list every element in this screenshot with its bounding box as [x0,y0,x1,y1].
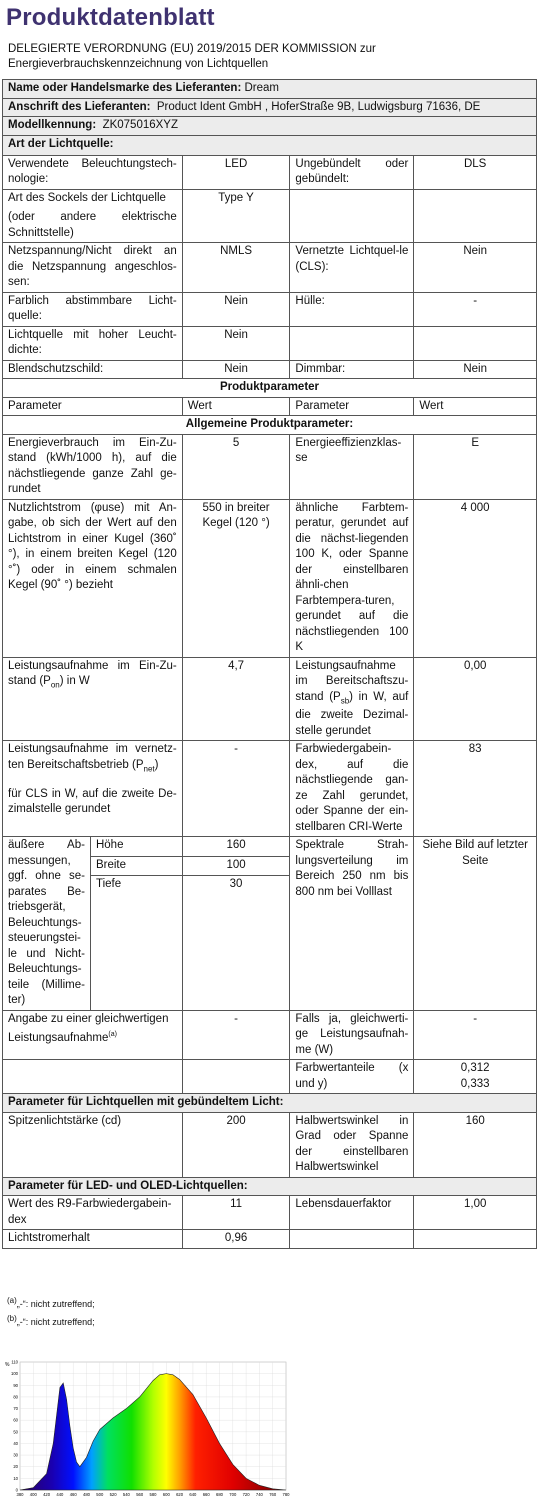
x-tick-label: 440 [56,1492,64,1497]
x-tick-label: 540 [122,1492,130,1497]
value-depth: 30 [182,876,290,895]
value-equivalent-power: - [414,1010,537,1060]
art-row-luminance [3,326,537,360]
row-networked-standby [3,741,537,837]
art-row-tunable [3,292,537,326]
y-tick-label: 70 [13,1406,18,1412]
lm-empty-1 [290,1230,414,1249]
led-heading: Parameter für LED- und OLED-Lichtquellen: [3,1177,537,1196]
label-net-a: Leistungsaufnahme im vernetz-ten Bereitschaftsbetrieb (P [8,743,177,771]
footnote-a-mark: (a) [7,1296,17,1305]
model-value: ZK075016XYZ [102,119,178,131]
spectral-distribution-chart [2,1356,290,1500]
chroma-empty-1 [3,1060,183,1094]
chroma-empty-2 [182,1060,290,1094]
x-tick-label: 580 [149,1492,157,1497]
col-wert-2: Wert [414,397,537,416]
value-envelope: - [414,292,537,326]
value-equivalent: - [182,1010,290,1060]
x-tick-label: 560 [136,1492,144,1497]
x-tick-label: 520 [109,1492,117,1497]
model-label: Modellkennung: [8,119,97,131]
footnote-b [7,1314,95,1327]
row-energy [3,434,537,499]
label-peak-intensity: Spitzenlichtstärke (cd) [3,1112,183,1177]
x-tick-label: 780 [282,1492,290,1497]
label-spectral: Spektrale Strah-lungsverteilung im Bereich 250 nm bis 800 nm bei Volllast [290,837,414,1011]
regulation-intro: DELEGIERTE VERORDNUNG (EU) 2019/2015 DER KOMMISSION zur Energieverbrauchskennzeichnung von Lichtquellen [8,43,376,70]
value-tunable: Nein [182,292,290,326]
x-tick-label: 640 [189,1492,197,1497]
art-heading: Art der Lichtquelle: [3,135,537,155]
art-row-mains [3,243,537,293]
label-power-on-b: ) in W [59,675,90,687]
art-row-technology [3,155,537,189]
y-tick-label: 50 [13,1429,18,1435]
label-power-on-sub: on [50,680,60,690]
label-socket-b: (oder andere elektrische Schnittstelle) [8,211,177,239]
label-net-c: für CLS in W, auf die zweite De-zimalstelle gerundet [8,787,177,816]
label-technology: Verwendete Beleuchtungstech-nologie: [3,155,183,189]
general-heading-row [3,416,537,435]
value-luminance: Nein [182,326,290,360]
col-param-1: Parameter [3,397,183,416]
row-lumen-maintenance [3,1230,537,1249]
label-lumen-maintenance: Lichtstromerhalt [3,1230,183,1249]
value-technology: LED [182,155,290,189]
value-glare: Nein [182,360,290,379]
x-tick-label: 460 [69,1492,77,1497]
value-chroma-y: 0,333 [460,1077,490,1090]
y-tick-label: 60 [13,1417,18,1423]
led-heading-row [3,1177,537,1196]
label-height: Höhe [90,837,182,856]
x-tick-label: 720 [242,1492,250,1497]
footnote-b-text: „-“: nicht zutreffend; [16,1317,95,1327]
x-tick-label: 480 [83,1492,90,1497]
x-tick-label: 760 [269,1492,277,1497]
label-power-on-a: Leistungsaufnahme im Ein-Zu-stand (P [8,659,177,687]
label-chromaticity: Farbwertanteile (x und y) [290,1060,414,1094]
label-standby [290,657,414,741]
x-tick-label: 400 [29,1492,37,1497]
row-power-on [3,657,537,741]
col-param-2: Parameter [290,397,414,416]
row-flux [3,499,537,657]
y-tick-label: 20 [13,1464,18,1470]
label-envelope: Hülle: [290,292,414,326]
label-r9: Wert des R9-Farbwiedergabein-dex [3,1196,183,1230]
label-net-sub: net [143,764,155,774]
row-chromaticity [3,1060,537,1094]
label-directional: Ungebündelt oder gebündelt: [290,155,414,189]
dim-filler-2 [182,894,290,1010]
value-efficiency-class: E [414,434,537,499]
x-tick-label: 380 [16,1492,24,1497]
label-depth: Tiefe [90,876,182,895]
value-dimmable: Nein [414,360,537,379]
value-spectral: Siehe Bild auf letzter Seite [414,837,537,1011]
value-lumen-maintenance: 0,96 [182,1230,290,1249]
directional-heading-row [3,1094,537,1113]
label-equivalent-text: Angabe zu einer gleichwertigen Leistungsaufnahme [8,1012,169,1045]
x-tick-label: 600 [162,1492,170,1497]
label-glare: Blendschutzschild: [3,360,183,379]
x-tick-label: 660 [202,1492,210,1497]
value-chroma-x: 0,312 [460,1062,490,1075]
label-dimensions: äußere Ab-messungen, ggf. ohne se-parates Be-triebsgerät, Beleuchtungs-steuerungstei-le und Nicht-Beleuchtungs-teile (Millime-ter) [3,837,91,1011]
footnote-a-text: „-“: nicht zutreffend; [16,1299,95,1309]
label-empty-2 [290,326,414,360]
dim-filler-1 [90,894,182,1010]
brand-value: Dream [244,82,279,94]
page-title: Produktdatenblatt [6,4,215,31]
value-survival-factor: 1,00 [414,1196,537,1230]
params-heading-row [3,379,537,398]
supplier-brand-row [3,80,537,99]
value-empty-1 [414,189,537,243]
label-equivalent [3,1010,183,1060]
x-tick-label: 740 [255,1492,263,1497]
footnote-b-mark: (b) [7,1314,17,1323]
general-heading: Allgemeine Produktparameter: [3,416,537,435]
y-tick-label: 100 [11,1371,18,1377]
value-cri: 83 [414,741,537,837]
value-energy: 5 [182,434,290,499]
value-width: 100 [182,856,290,875]
params-heading: Produktparameter [3,379,537,398]
value-cls: Nein [414,243,537,293]
address-label: Anschrift des Lieferanten: [8,100,151,113]
label-empty-1 [290,189,414,243]
address-value: Product Ident GmbH , HoferStraße 9B, Ludwigsburg 71636, DE [156,100,481,113]
row-peak-intensity [3,1112,537,1177]
footnote-a [7,1296,95,1309]
label-flux: Nutzlichtstrom (φuse) mit An-gabe, ob sich der Wert auf den Lichtstrom in einer Kugel (360˚ °), in einem breiten Kegel (120 °˚) oder in einem schmalen Kegel (90˚ °) bezieht [3,499,183,657]
art-row-glare [3,360,537,379]
y-axis-label: % [5,1362,10,1368]
value-power-on: 4,7 [182,657,290,741]
y-tick-label: 30 [13,1452,18,1458]
row-dimensions [3,837,537,856]
supplier-address-row [3,98,537,117]
label-networked-standby [3,741,183,837]
y-tick-label: 90 [13,1382,18,1388]
col-wert-1: Wert [182,397,290,416]
product-data-table [2,79,537,1249]
footnote-a-ref: (a) [108,1031,117,1039]
label-cri: Farbwiedergabein-dex, auf die nächstliegende gan-ze Zahl gerundet, oder Spanne der ein-stellbaren CRI-Werte [290,741,414,837]
directional-heading: Parameter für Lichtquellen mit gebündeltem Licht: [3,1094,537,1113]
label-beam-angle: Halbwertswinkel in Grad oder Spanne der einstellbaren Halbwertswinkel [290,1112,414,1177]
label-energy: Energieverbrauch im Ein-Zu-stand (kWh/1000 h), auf die nächstliegende ganze Zahl ge-rundet [3,434,183,499]
row-equivalent-power [3,1010,537,1060]
label-standby-a: Leistungsaufnahme im Bereitschaftszu-stand (P [295,659,409,703]
y-tick-label: 0 [15,1487,18,1493]
label-luminance: Lichtquelle mit hoher Leucht-dichte: [3,326,183,360]
model-row [3,117,537,136]
x-tick-label: 700 [229,1492,237,1497]
label-cct: ähnliche Farbtem-peratur, gerundet auf die nächst-liegenden 100 K, oder Spanne der einstellbaren ähnli-chen Farbtempera-turen, gerundet auf die nächstliegenden 100 K [290,499,414,657]
x-tick-label: 680 [216,1492,223,1497]
value-standby: 0,00 [414,657,537,741]
x-tick-label: 620 [176,1492,184,1497]
y-tick-label: 40 [13,1440,18,1446]
lm-empty-2 [414,1230,537,1249]
label-mains: Netzspannung/Nicht direkt an die Netzspannung angeschlos-sen: [3,243,183,293]
label-standby-b: ) in W, auf die zweite Dezimal-stelle gerundet [295,690,409,737]
art-row-socket [3,189,537,243]
y-tick-label: 110 [11,1359,18,1365]
brand-label: Name oder Handelsmarke des Lieferanten: [8,82,242,94]
value-height: 160 [182,837,290,856]
params-column-header-row [3,397,537,416]
y-tick-label: 80 [13,1394,18,1400]
value-beam-angle: 160 [414,1112,537,1177]
value-chromaticity [414,1060,537,1094]
label-cls: Vernetzte Lichtquel-le (CLS): [290,243,414,293]
label-net-b: ) [154,758,159,771]
value-networked-standby: - [182,741,290,837]
value-peak-intensity: 200 [182,1112,290,1177]
x-tick-label: 420 [43,1492,51,1497]
value-r9: 11 [182,1196,290,1230]
value-flux: 550 in breiter Kegel (120 °) [182,499,290,657]
y-tick-label: 10 [13,1475,18,1481]
label-width: Breite [90,856,182,875]
value-empty-2 [414,326,537,360]
label-efficiency-class: Energieeffizienzklas-se [290,434,414,499]
art-heading-row [3,135,537,155]
label-socket [3,189,183,243]
value-directional: DLS [414,155,537,189]
label-survival-factor: Lebensdauerfaktor [290,1196,414,1230]
label-dimmable: Dimmbar: [290,360,414,379]
label-standby-sub: sb [340,695,350,705]
label-equivalent-power: Falls ja, gleichwerti-ge Leistungsaufnah-me (W) [290,1010,414,1060]
value-socket: Type Y [182,189,290,243]
value-mains: NMLS [182,243,290,293]
x-tick-label: 500 [96,1492,104,1497]
label-socket-a: Art des Sockels der Lichtquelle [8,191,166,204]
value-cct: 4 000 [414,499,537,657]
label-power-on [3,657,183,741]
label-tunable: Farblich abstimmbare Licht-quelle: [3,292,183,326]
row-r9 [3,1196,537,1230]
